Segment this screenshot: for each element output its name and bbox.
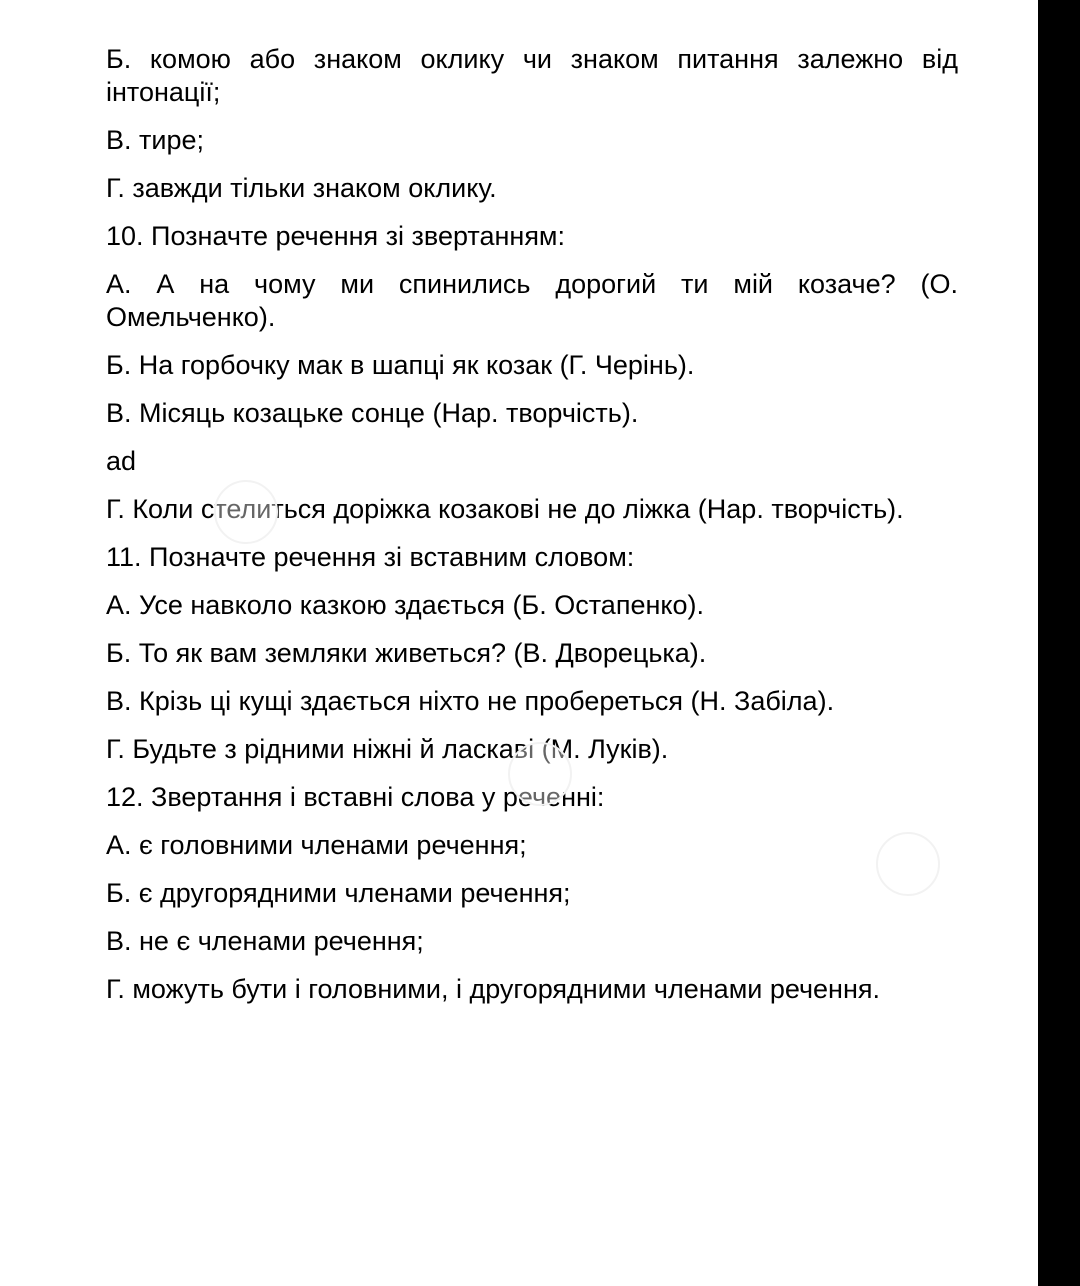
answer-option-g-q10: Г. Коли стелиться доріжка козакові не до ліжка (Нар. творчість). xyxy=(106,494,904,524)
answer-option-b-q11: Б. То як вам земляки живеться? (В. Дворецька). xyxy=(106,638,707,668)
document-content xyxy=(106,43,958,1021)
answer-option-b-q12: Б. є другорядними членами речення; xyxy=(106,878,571,908)
answer-option-g-q12: Г. можуть бути і головними, і другорядними членами речення. xyxy=(106,974,880,1004)
answer-option-v-q12: В. не є членами речення; xyxy=(106,926,424,956)
ad-label: ad xyxy=(106,446,137,476)
answer-option-g-q9: Г. завжди тільки знаком оклику. xyxy=(106,173,497,203)
answer-option-a-q11: А. Усе навколо казкою здається (Б. Остапенко). xyxy=(106,590,704,620)
answer-option-b-q9: Б. комою або знаком оклику чи знаком питання залежно від інтонації; xyxy=(106,44,958,107)
answer-option-a-q10: А. А на чому ми спинились дорогий ти мій козаче? (О. Омельченко). xyxy=(106,269,958,332)
answer-option-v-q10: В. Місяць козацьке сонце (Нар. творчість). xyxy=(106,398,639,428)
question-10: 10. Позначте речення зі звертанням: xyxy=(106,221,565,251)
question-12: 12. Звертання і вставні слова у реченні: xyxy=(106,782,605,812)
question-11: 11. Позначте речення зі вставним словом: xyxy=(106,542,635,572)
answer-option-g-q11: Г. Будьте з рідними ніжні й ласкаві (М. Луків). xyxy=(106,734,669,764)
screen-edge xyxy=(1038,0,1080,1286)
answer-option-v-q11: В. Крізь ці кущі здається ніхто не пробереться (Н. Забіла). xyxy=(106,686,835,716)
answer-option-a-q12: А. є головними членами речення; xyxy=(106,830,527,860)
answer-option-b-q10: Б. На горбочку мак в шапці як козак (Г. Черінь). xyxy=(106,350,695,380)
answer-option-v-q9: В. тире; xyxy=(106,125,204,155)
